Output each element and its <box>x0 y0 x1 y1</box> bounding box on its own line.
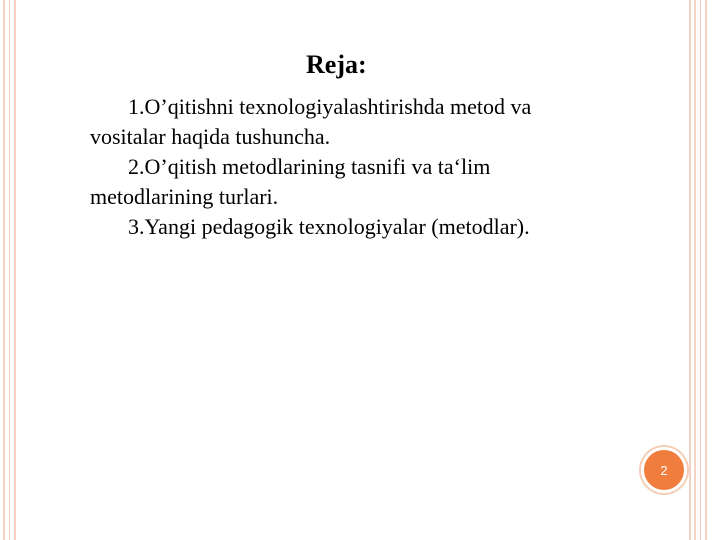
slide-canvas <box>26 0 684 540</box>
frame-stripe-left-outer <box>3 0 5 540</box>
slide-title: Reja: <box>306 50 367 79</box>
plan-item-1: 1.O’qitishni texnologiyalashtirishda metod va vositalar haqida tushuncha. <box>90 94 532 149</box>
frame-stripe-right-outer <box>705 0 707 540</box>
page-number-badge: 2 <box>641 447 687 493</box>
plan-list <box>90 92 610 242</box>
plan-item-2: 2.O’qitish metodlarining tasnifi va ta‘lim metodlarining turlari. <box>90 154 491 209</box>
plan-item-3: 3.Yangi pedagogik texnologiyalar (metodlar). <box>128 214 530 239</box>
